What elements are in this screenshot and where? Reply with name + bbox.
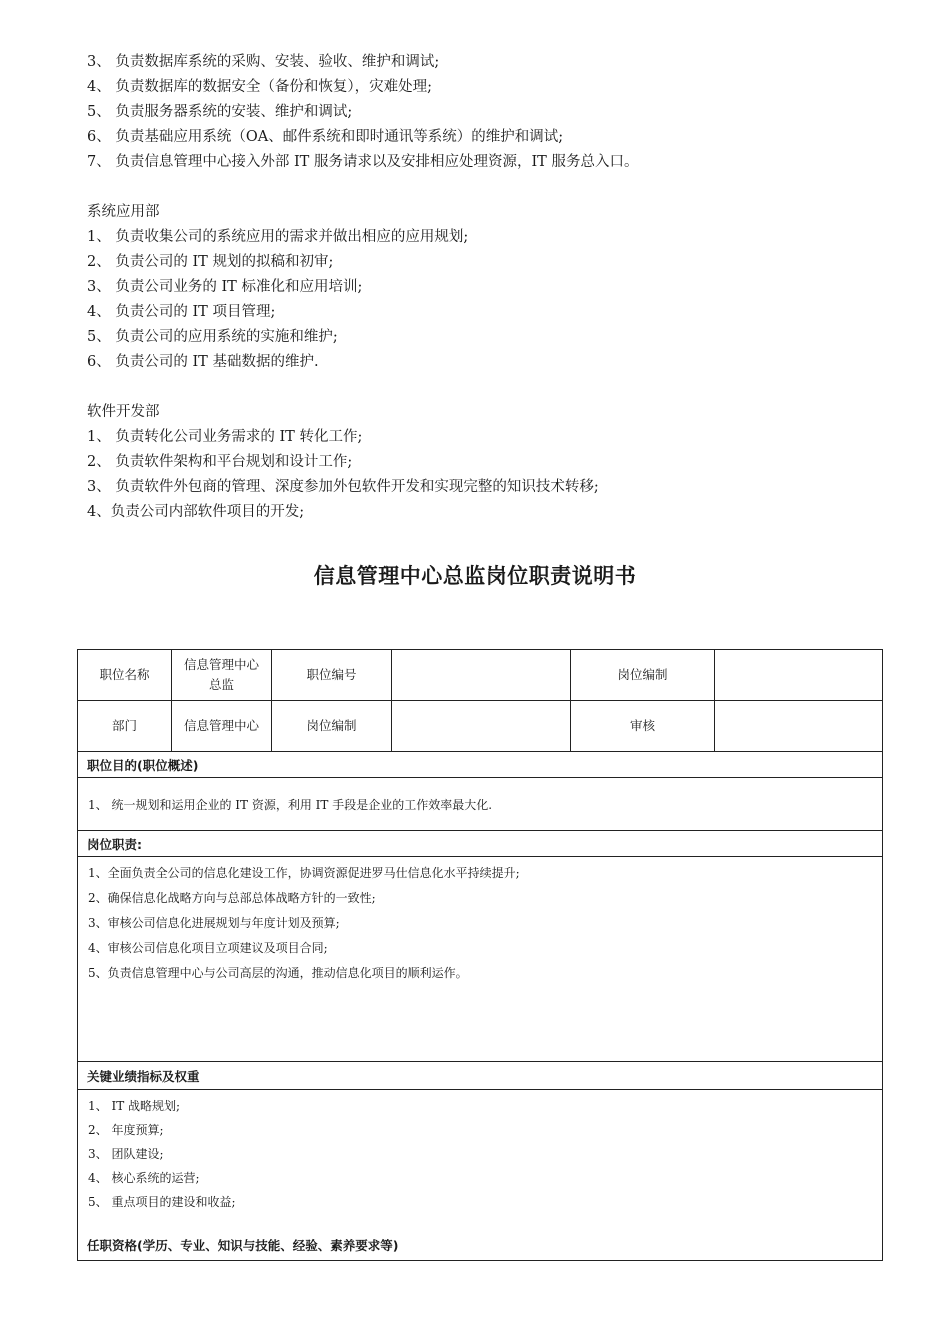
job-description-table xyxy=(77,649,883,1261)
label-review: 审核 xyxy=(571,701,715,752)
label-position-name: 职位名称 xyxy=(78,650,172,701)
table-row xyxy=(78,778,883,831)
list-item: 1、 负责转化公司业务需求的 IT 转化工作; xyxy=(87,429,363,445)
value-position-name: 信息管理中心总监 xyxy=(172,650,272,701)
list-item: 6、 负责公司的 IT 基础数据的维护. xyxy=(87,354,319,370)
value-review xyxy=(715,701,883,752)
table-row xyxy=(78,857,883,1062)
table-row xyxy=(78,752,883,778)
list-item: 5、 重点项目的建设和收益; xyxy=(88,1195,236,1209)
list-item: 4、 核心系统的运营; xyxy=(88,1171,200,1185)
value-position-code xyxy=(392,650,571,701)
list-item: 4、 负责公司的 IT 项目管理; xyxy=(87,304,276,320)
label-position-quota-2: 岗位编制 xyxy=(272,701,392,752)
list-item: 5、负责信息管理中心与公司高层的沟通，推动信息化项目的顺利运作。 xyxy=(88,966,468,980)
label-department: 部门 xyxy=(78,701,172,752)
list-item: 4、审核公司信息化项目立项建议及项目合同; xyxy=(88,941,328,955)
table-row xyxy=(78,650,883,701)
value-department: 信息管理中心 xyxy=(172,701,272,752)
table-row xyxy=(78,831,883,857)
purpose-text: 1、 统一规划和运用企业的 IT 资源，利用 IT 手段是企业的工作效率最大化. xyxy=(78,778,883,831)
value-position-quota-2 xyxy=(392,701,571,752)
list-item: 6、 负责基础应用系统（OA、邮件系统和即时通讯等系统）的维护和调试; xyxy=(87,129,564,145)
list-item: 7、 负责信息管理中心接入外部 IT 服务请求以及安排相应处理资源，IT 服务总入口。 xyxy=(87,154,639,170)
list-item: 3、 负责软件外包商的管理、深度参加外包软件开发和实现完整的知识技术转移; xyxy=(87,479,599,495)
list-item: 3、 负责公司业务的 IT 标准化和应用培训; xyxy=(87,279,363,295)
qualification-heading: 任职资格(学历、专业、知识与技能、经验、素养要求等) xyxy=(87,1238,399,1253)
list-item: 2、 负责公司的 IT 规划的拟稿和初审; xyxy=(87,254,334,270)
duties-heading: 岗位职责: xyxy=(78,831,883,857)
table-row xyxy=(78,1062,883,1090)
label-position-code: 职位编号 xyxy=(272,650,392,701)
section-heading-system-dept: 系统应用部 xyxy=(87,204,160,220)
document-title: 信息管理中心总监岗位职责说明书 xyxy=(313,564,637,588)
list-item: 3、审核公司信息化进展规划与年度计划及预算; xyxy=(88,916,340,930)
list-item: 5、 负责公司的应用系统的实施和维护; xyxy=(87,329,338,345)
value-position-quota xyxy=(715,650,883,701)
list-item: 1、 IT 战略规划; xyxy=(88,1099,181,1113)
list-item: 2、 年度预算; xyxy=(88,1123,164,1137)
list-item: 3、 负责数据库系统的采购、安装、验收、维护和调试; xyxy=(87,54,440,70)
list-item: 4、 负责数据库的数据安全（备份和恢复），灾难处理; xyxy=(87,79,432,95)
section-heading-software-dept: 软件开发部 xyxy=(87,404,160,420)
duties-list xyxy=(78,857,883,1062)
table-row xyxy=(78,701,883,752)
kpi-heading: 关键业绩指标及权重 xyxy=(78,1062,883,1090)
list-item: 3、 团队建设; xyxy=(88,1147,164,1161)
list-item: 1、 负责收集公司的系统应用的需求并做出相应的应用规划; xyxy=(87,229,469,245)
list-item: 2、确保信息化战略方向与总部总体战略方针的一致性; xyxy=(88,891,376,905)
label-position-quota: 岗位编制 xyxy=(571,650,715,701)
list-item: 2、 负责软件架构和平台规划和设计工作; xyxy=(87,454,353,470)
list-item: 1、全面负责全公司的信息化建设工作，协调资源促进罗马仕信息化水平持续提升; xyxy=(88,866,520,880)
kpi-and-qualification-cell xyxy=(78,1090,883,1261)
list-item: 4、负责公司内部软件项目的开发; xyxy=(87,504,305,520)
purpose-heading: 职位目的(职位概述) xyxy=(78,752,883,778)
table-row xyxy=(78,1090,883,1261)
list-item: 5、 负责服务器系统的安装、维护和调试; xyxy=(87,104,353,120)
